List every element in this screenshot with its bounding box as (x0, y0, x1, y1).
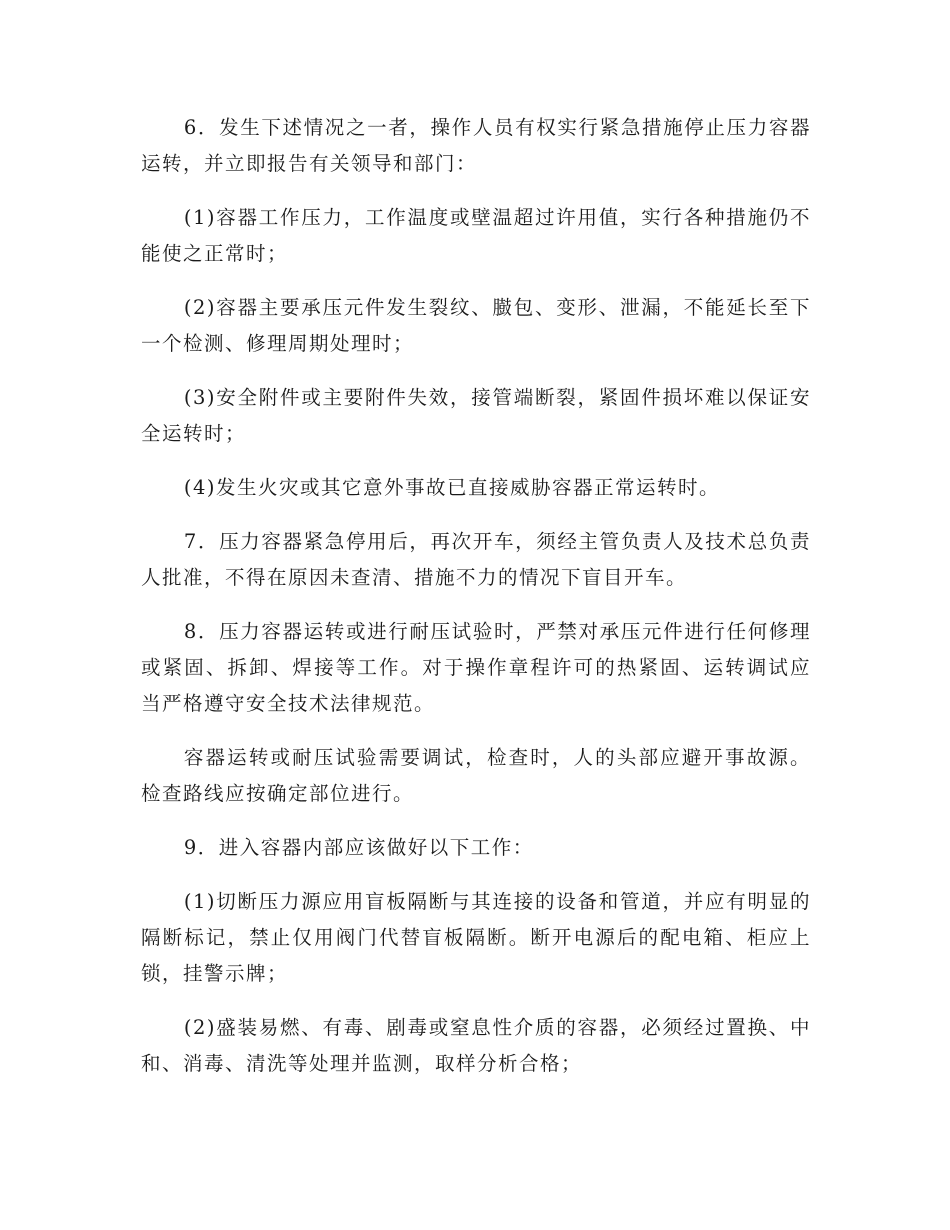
paragraph-item-6-2: (2)容器主要承压元件发生裂纹、臌包、变形、泄漏，不能延长至下一个检测、修理周期处理时； (141, 296, 811, 355)
paragraph-item-9-1: (1)切断压力源应用盲板隔断与其连接的设备和管道，并应有明显的隔断标记，禁止仅用阀门代替盲板隔断。断开电源后的配电箱、柜应上锁，挂警示牌； (141, 890, 811, 985)
document-body (141, 110, 811, 1100)
paragraph-item-6: 6．发生下述情况之一者，操作人员有权实行紧急措施停止压力容器运转，并立即报告有关领导和部门： (141, 116, 811, 175)
paragraph-item-8: 8．压力容器运转或进行耐压试验时，严禁对承压元件进行任何修理或紧固、拆卸、焊接等工作。对于操作章程许可的热紧固、运转调试应当严格遵守安全技术法律规范。 (141, 620, 811, 715)
paragraph-item-7: 7．压力容器紧急停用后，再次开车，须经主管负责人及技术总负责人批准，不得在原因未查清、措施不力的情况下盲目开车。 (141, 530, 811, 589)
paragraph-item-9-2: (2)盛装易燃、有毒、剧毒或窒息性介质的容器，必须经过置换、中和、消毒、清洗等处理并监测，取样分析合格； (141, 1016, 811, 1075)
paragraph-item-6-1: (1)容器工作压力，工作温度或壁温超过许用值，实行各种措施仍不能使之正常时； (141, 206, 811, 265)
paragraph-item-9: 9．进入容器内部应该做好以下工作： (183, 836, 534, 859)
paragraph-item-6-4: (4)发生火灾或其它意外事故已直接威胁容器正常运转时。 (183, 476, 721, 499)
paragraph-item-8-note: 容器运转或耐压试验需要调试，检查时，人的头部应避开事故源。检查路线应按确定部位进行。 (141, 746, 811, 805)
paragraph-item-6-3: (3)安全附件或主要附件失效，接管端断裂，紧固件损坏难以保证安全运转时； (141, 386, 811, 445)
